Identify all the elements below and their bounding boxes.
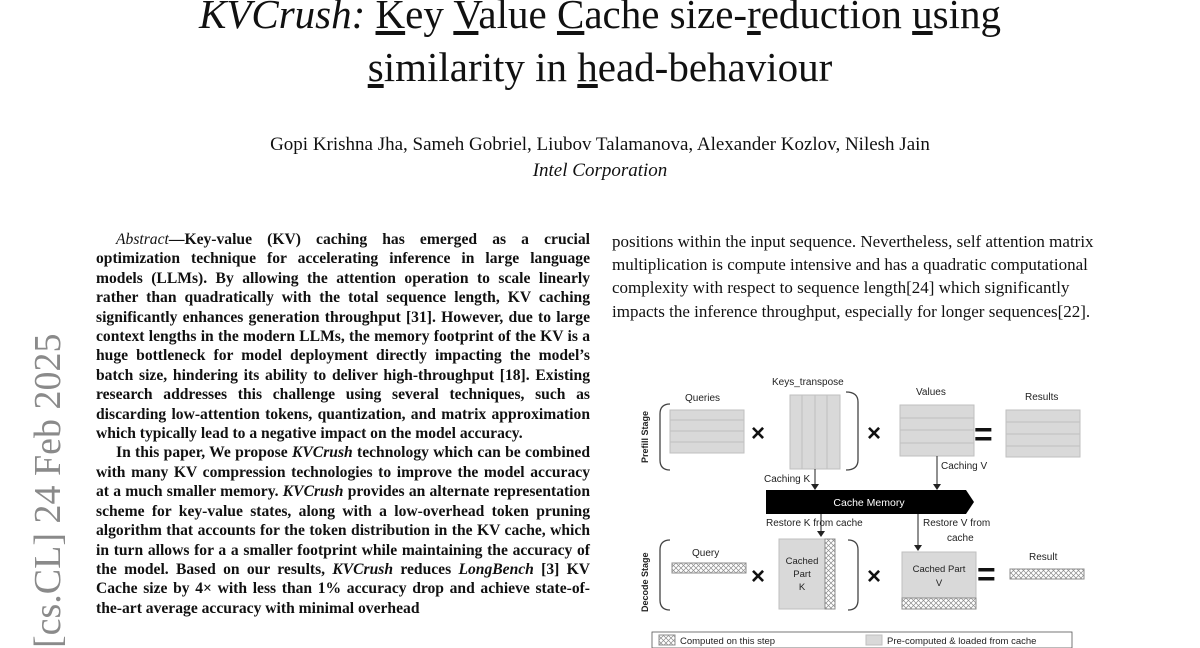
decode-bracket-right	[848, 540, 858, 610]
cached-k-text-3: K	[798, 582, 806, 593]
restore-v-label-1: Restore V from	[923, 518, 991, 529]
author-list: Gopi Krishna Jha, Sameh Gobriel, Liubov Talamanova, Alexander Kozlov, Nilesh Jain	[270, 134, 930, 155]
equals-sign-1: =	[974, 416, 993, 452]
times-sign-3: ×	[751, 563, 766, 590]
legend-computed-label: Computed on this step	[680, 636, 776, 647]
caching-k-arrowhead	[811, 484, 819, 490]
restore-k-arrowhead	[817, 531, 825, 537]
query-vector	[672, 563, 746, 573]
keys-transpose-label: Keys_transpose	[772, 377, 844, 388]
restore-v-label-2: cache	[947, 533, 974, 544]
times-sign-2: ×	[867, 420, 882, 447]
title-kvcrush: KVCrush:	[198, 0, 366, 37]
values-label: Values	[916, 387, 946, 398]
prefill-bracket-right	[846, 392, 858, 470]
caching-v-arrowhead	[933, 484, 941, 490]
affiliation: Intel Corporation	[532, 160, 668, 181]
prefill-stage-label: Prefill Stage	[640, 410, 650, 463]
body-text-right	[612, 230, 1105, 323]
result-label: Result	[1029, 552, 1058, 563]
cached-k-text-2: Part	[793, 569, 811, 580]
arxiv-stamp: [cs.CL] 24 Feb 2025	[27, 333, 69, 648]
query-label: Query	[692, 548, 720, 559]
queries-label: Queries	[685, 393, 721, 404]
title-line-1: KVCrush: Key Value Cache size-reduction using	[0, 0, 1200, 41]
cache-memory-label: Cache Memory	[833, 497, 905, 509]
caching-v-label: Caching V	[941, 461, 988, 472]
cached-v-text-1: Cached Part	[912, 564, 966, 575]
right-paragraph: positions within the input sequence. Nevertheless, self attention matrix multiplication is compute intensive and has a quadratic computational complexity with respect to sequence length[24] which significantly impacts the inference throughput, especially for longer sequences[22].	[612, 232, 1094, 321]
decode-stage-label: Decode Stage	[640, 552, 650, 612]
cached-v-new-row	[902, 598, 976, 609]
restore-k-label: Restore K from cache	[766, 518, 863, 529]
legend-computed-swatch	[659, 635, 675, 645]
abstract-paragraph-1: Abstract—Key-value (KV) caching has emerged as a crucial optimization technique for accelerating inference in large language models (LLMs). By allowing the attention operation to scale linearly rather than quadratically with the total sequence length, KV caching significantly enhances generation throughput [31]. However, due to large context lengths in the modern LLMs, the memory footprint of the KV is a huge bottleneck for model deployment directly impacting the model’s batch size, hindering its ability to deliver high-throughput [18]. Existing research addresses this challenge using several techniques, such as discarding low-attention tokens, quantization, and matrix approximation which typically lead to a negative impact on the model accuracy.	[96, 231, 590, 443]
result-vector	[1010, 569, 1084, 579]
restore-v-arrowhead	[914, 545, 922, 551]
prefill-bracket-left	[660, 404, 670, 470]
cached-v-text-2: V	[935, 578, 943, 589]
legend-precomputed-label: Pre-computed & loaded from cache	[887, 636, 1037, 647]
title-line-2: similarity in head-behaviour	[367, 44, 833, 90]
abstract-label: Abstract	[116, 231, 169, 248]
abstract	[96, 230, 590, 618]
paper-title	[0, 0, 1200, 94]
legend-precomputed-swatch	[866, 635, 882, 645]
times-sign-1: ×	[751, 420, 766, 447]
abstract-paragraph-2: In this paper, We propose KVCrush technology which can be combined with many KV compression technologies to improve the model accuracy at a much smaller memory. KVCrush provides an alternate representation scheme for key-value states, along with a low-overhead token pruning algorithm that accounts for the token distribution in the KV cache, which in turn allows for a a smaller footprint while maintaining the accuracy of the model. Based on our results, KVCrush reduces LongBench [3] KV Cache size by 4× with less than 1% accuracy drop and achieve state-of-the-art average accuracy with minimal overhead	[96, 444, 591, 617]
cached-k-new-column	[825, 539, 835, 609]
caching-k-label: Caching K	[764, 474, 811, 485]
cached-k-text-1: Cached	[785, 556, 819, 567]
equals-sign-2: =	[977, 556, 996, 592]
cached-v-matrix	[902, 552, 976, 598]
kv-cache-diagram	[636, 368, 1106, 648]
results-label: Results	[1025, 392, 1059, 403]
decode-bracket-left	[660, 540, 670, 610]
times-sign-4: ×	[867, 563, 882, 590]
kv-cache-figure	[636, 368, 1106, 648]
